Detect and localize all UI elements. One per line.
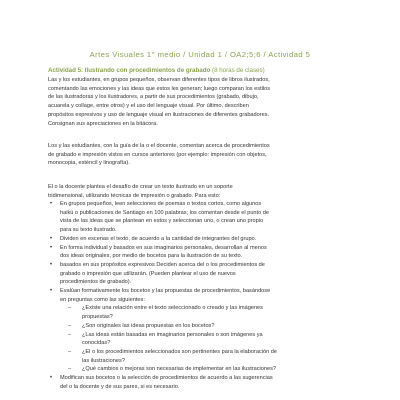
list-item-line: • Dividen en escenas el texto, de acuerdo a la cantidad de integrantes del grupo. <box>60 235 257 242</box>
question-line: las ilustraciones? <box>82 357 125 364</box>
paragraph-line: monocopia, esténcil y linografía). <box>48 160 130 167</box>
paragraph-previous-techniques <box>48 142 360 168</box>
question-item <box>60 365 368 374</box>
question-line: – ¿El o los procedimientos seleccionados son pertinentes para la elaboración de <box>82 348 277 355</box>
question-line: – ¿Las ideas están basadas en imaginarios personales o son imágenes ya <box>82 331 263 338</box>
list-item-line: • basados en sus propósitos expresivos Deciden acerca del o los procedimientos de <box>60 261 265 268</box>
paragraph-observation <box>48 76 360 128</box>
question-line: – ¿Son originales las ideas propuestas en los bocetos? <box>82 322 215 329</box>
question-line: – ¿Qué cambios o mejoras son necesarias de implementar en las ilustraciones? <box>82 366 277 373</box>
list-item <box>48 374 368 391</box>
question-line: conocidas? <box>82 340 111 347</box>
list-item-line: en preguntas como las siguientes: <box>60 296 145 303</box>
document-header: Artes Visuales 1° medio / Unidad 1 / OA2;5;6 / Actividad 5 <box>89 50 311 59</box>
question-item <box>60 348 368 365</box>
paragraph-line: Los y las estudiantes, con la guía de la o el docente, comentan acerca de procedimientos <box>48 143 270 149</box>
list-item <box>48 244 368 261</box>
paragraph-line: tridimensional, utilizando técnicas de impresión o grabado. Para esto: <box>48 192 221 199</box>
list-item <box>48 235 368 244</box>
question-item <box>60 331 368 348</box>
list-item-line: vista de las ideas que se plantean en estos y seleccionan uno, o crean uno propio <box>60 218 264 225</box>
paragraph-challenge <box>48 183 360 200</box>
list-item-line: haikú o publicaciones de Santiago en 100 palabras; los comentan desde el punto de <box>60 209 269 216</box>
activity-hours: (8 horas de clases) <box>212 67 265 74</box>
list-item-line: • En grupos pequeños, leen selecciones de poemas o textos cortos, como algunos <box>60 201 262 207</box>
list-item-line: procedimientos de grabado). <box>60 279 132 286</box>
paragraph-line: Las y los estudiantes, en grupos pequeños, observan diferentes tipos de libros ilustrados, <box>48 77 270 83</box>
question-line: propuestas? <box>82 314 113 321</box>
list-item-line: para su texto ilustrado. <box>60 227 117 234</box>
steps-list <box>48 200 368 391</box>
question-item <box>60 322 368 331</box>
paragraph-line: acuarela y collage, entre otros) y el uso del lenguaje visual. Por último, describen <box>48 103 249 110</box>
list-item-line: dos ideas originales, por medio de bocetos para la ilustración de su texto. <box>60 253 243 260</box>
list-item-line: del o la docente y de sus pares, si es necesario. <box>60 383 180 390</box>
list-item-line: grabado o impresión que utilizarán. (Pueden plantear el uso de nuevos <box>60 270 236 277</box>
list-item-line: • Evalúan formativamente los bocetos y las propuestas de procedimientos, basándose <box>60 288 271 295</box>
list-item-line: • En forma individual y basados en sus imaginarios personales, desarrollan al menos <box>60 244 267 251</box>
paragraph-line: comentando las emociones y las ideas que estos les generan; luego comparan los estilos <box>48 85 271 92</box>
question-item <box>60 304 368 321</box>
activity-title <box>48 66 378 75</box>
activity-title-text: Actividad 5: Ilustrando con procedimientos de grabado <box>48 67 211 74</box>
question-line: – ¿Existe una relación entre el texto seleccionado o creado y las imágenes <box>82 305 263 312</box>
list-item <box>48 261 368 287</box>
list-item <box>48 200 368 235</box>
paragraph-line: Consignan sus apreciaciones en la bitácora. <box>48 120 158 127</box>
paragraph-line: El o la docente plantea el desafío de crear un texto ilustrado en un soporte <box>48 184 233 190</box>
list-item <box>48 287 368 374</box>
evaluation-questions <box>60 304 368 374</box>
list-item-line: • Modifican sus bocetos o la selección de procedimientos de acuerdo a las sugerencias <box>60 375 273 382</box>
paragraph-line: de grabado e impresión vistos en cursos anteriores (por ejemplo: impresión con objetos, <box>48 151 267 158</box>
paragraph-line: propósitos expresivos y uso de lenguaje visual en ilustraciones de diferentes grabadores. <box>48 111 270 118</box>
paragraph-line: de las ilustradoras y los ilustradores, a partir de sus procedimientos (grabado, dibujo, <box>48 94 259 101</box>
